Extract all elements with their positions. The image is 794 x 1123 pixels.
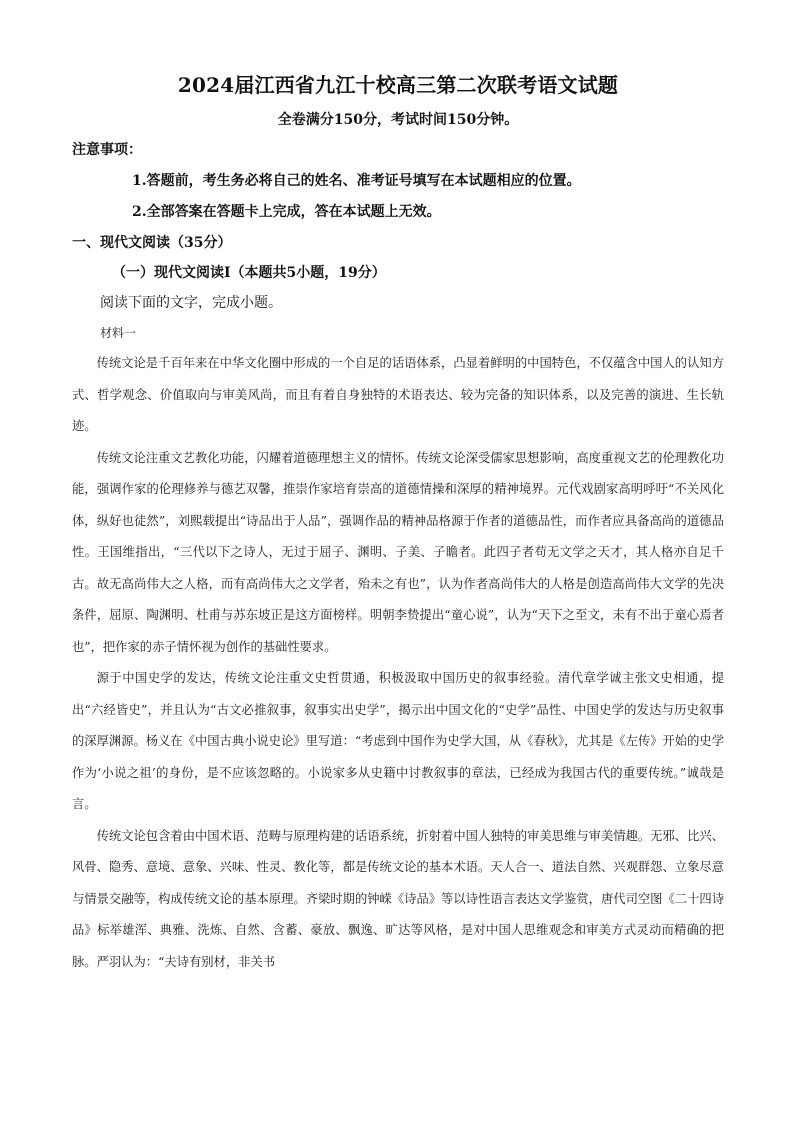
- notice-heading: 注意事项：: [72, 142, 142, 158]
- material-body: [72, 348, 724, 978]
- subsection-heading: （一）现代文阅读Ⅰ（本题共5小题，19分）: [112, 265, 386, 281]
- paragraph-4: 传统文论包含着由中国术语、范畴与原理构建的话语系统，折射着中国人独特的审美思维与审美情趣。无邪、比兴、风骨、隐秀、意境、意象、兴味、性灵、教化等，都是传统文论的基本术语。天人合一、道法自然、兴观群怨、立象尽意与情景交融等，构成传统文论的基本原理。齐梁时期的钟嵘《诗品》等以诗性语言表达文学鉴赏，唐代司空图《二十四诗品》标举雄浑、典雅、洗炼、自然、含蓄、豪放、飘逸、旷达等风格，是对中国人思维观念和审美方式灵动而精确的把脉。严羽认为：“夫诗有别材，非关书: [72, 828, 724, 969]
- material-label: 材料一: [100, 326, 137, 340]
- paragraph-3: 源于中国史学的发达，传统文论注重文史哲贯通，积极汲取中国历史的叙事经验。清代章学诚主张文史相通，提出“六经皆史”，并且认为“古文必推叙事，叙事实出史学”，揭示出中国文化的“史学”品性、中国史学的发达与历史叙事的深厚渊源。杨义在《中国古典小说史论》里写道：“考虑到中国作为史学大国，从《春秋》，尤其是《左传》开始的史学作为‘小说之祖’的身份，是不应该忽略的。小说家多从史籍中讨教叙事的章法，已经成为我国古代的重要传统。”诚哉是言。: [72, 671, 724, 811]
- paragraph-1: 传统文论是千百年来在中华文化圈中形成的一个自足的话语体系，凸显着鲜明的中国特色，不仅蕴含中国人的认知方式、哲学观念、价值取向与审美风尚，而且有着自身独特的术语表达、较为完备的知识体系，以及完善的演进、生长轨迹。: [72, 356, 724, 433]
- section-heading: 一、现代文阅读（35分）: [72, 235, 232, 251]
- notice-item-2: 2.全部答案在答题卡上完成，答在本试题上无效。: [132, 204, 441, 220]
- exam-title: 2024届江西省九江十校高三第二次联考语文试题: [177, 73, 619, 97]
- exam-subtitle: 全卷满分150分，考试时间150分钟。: [277, 112, 519, 128]
- paragraph-2: 传统文论注重文艺教化功能，闪耀着道德理想主义的情怀。传统文论深受儒家思想影响，高度重视文艺的伦理教化功能，强调作家的伦理修养与德艺双馨，推崇作家培育崇高的道德情操和深厚的精神境界。元代戏剧家高明呼吁“不关风化体，纵好也徒然”，刘熙载提出“诗品出于人品”，强调作品的精神品格源于作者的道德品性，而作者应具备高尚的道德品性。王国维指出，“三代以下之诗人，无过于屈子、渊明、子美、子瞻者。此四子者苟无文学之天才，其人格亦自足千古。故无高尚伟大之人格，而有高尚伟大之文学者，殆未之有也”，认为作者高尚伟大的人格是创造高尚伟大文学的先决条件，屈原、陶渊明、杜甫与苏东坡正是这方面榜样。明朝李贽提出“童心说”，认为“天下之至文，未有不出于童心焉者也”，把作家的赤子情怀视为创作的基础性要求。: [72, 450, 724, 654]
- notice-item-1: 1.答题前，考生务必将自己的姓名、准考证号填写在本试题相应的位置。: [132, 173, 581, 189]
- reading-instruction: 阅读下面的文字，完成小题。: [100, 295, 282, 311]
